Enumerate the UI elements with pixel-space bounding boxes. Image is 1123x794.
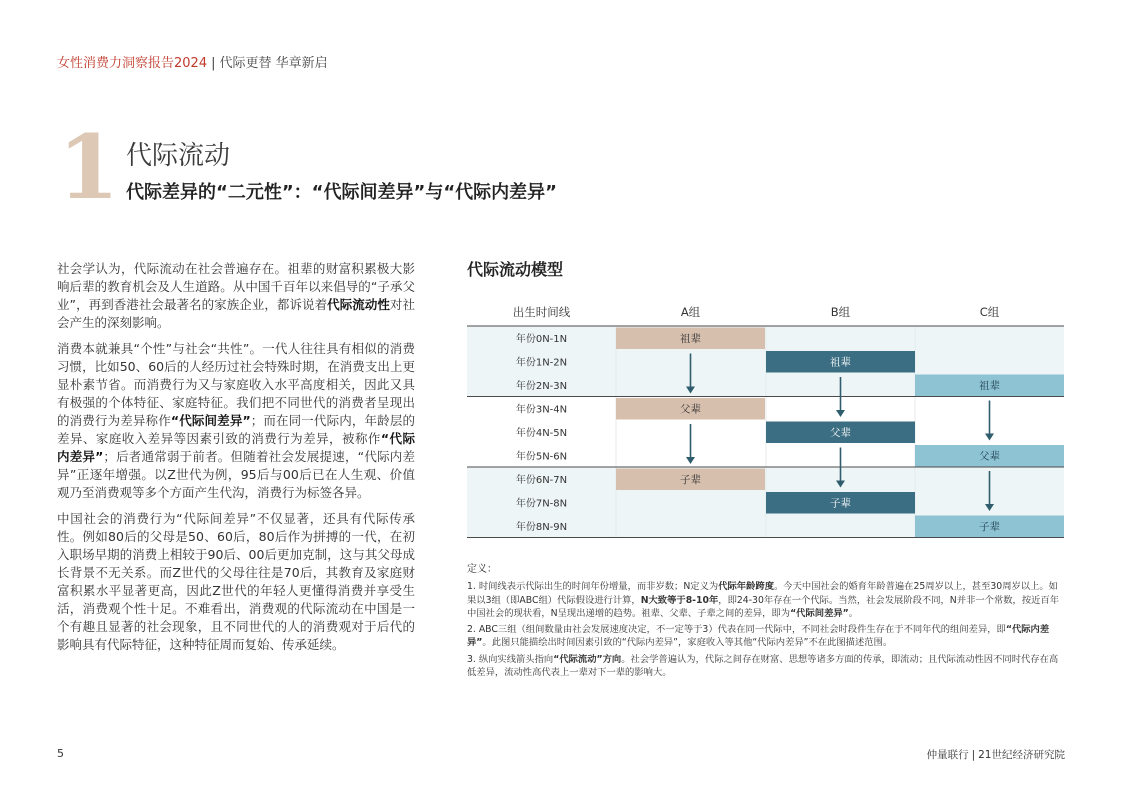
timeline-label: 年份1N-2N — [515, 357, 568, 369]
flow-arrowhead-3 — [836, 410, 845, 417]
d2-text-a: 2. ABC三组（组间数量由社会发展速度决定，不一定等于3）代表在同一代际中，不同社会时段件生存在于不同年代的组间差异，即 — [467, 624, 1006, 636]
footer-org-2: 21世纪经济研究院 — [978, 749, 1065, 761]
timeline-label: 年份7N-8N — [515, 498, 568, 510]
section-subtitle: 代际差异的“二元性”：“代际间差异”与“代际内差异” — [126, 182, 557, 203]
d1-bold-1: 代际年龄跨度 — [718, 581, 774, 593]
d1-text-b: 。今天中国社会的婚育年龄普遍在25周岁以上，甚至30周岁以上。如果以3组（即ABC组）代际假设进行计算， — [467, 581, 1058, 606]
flow-arrowhead-2 — [686, 457, 695, 464]
footer-orgs — [927, 747, 1065, 762]
p2-text-a: 消费本就兼具“个性”与社会“共性”。一代人往往具有相似的消费习惯，比如50、60后的人经历过社会特殊时期，在消费支出上更显朴素节省。而消费行为又与家庭收入水平高度相关，因此又具有极强的个体特征、家庭特征。我们把不同世代的消费者呈现出的消费行为差异称作 — [57, 341, 415, 428]
definitions-heading: 定义： — [467, 564, 497, 575]
timeline-label: 年份0N-1N — [515, 333, 568, 345]
column-header-1: A组 — [680, 305, 701, 319]
generation-flow-chart — [467, 301, 1067, 546]
column-header-3: C组 — [979, 305, 1000, 319]
paragraph-3: 中国社会的消费行为“代际间差异”不仅显著，还具有代际传承性。例如80后的父母是50、60后，80后作为拼搏的一代，在初入职场早期的消费上相较于90后、00后更加克制，这与其父母成长背景不无关系。而Z世代的父母往往是70后，其教育及家庭财富积累水平显著更高，因此Z世代的年轻人更懂得消费并享受生活，消费观个性十足。不难看出，消费观的代际流动在中国是一个有趣且显著的社会现象，且不同世代的人的消费观对于后代的影响具有代际特征，这种特征周而复始、传承延续。 — [57, 511, 415, 652]
timeline-label: 年份5N-6N — [515, 451, 568, 463]
definitions — [467, 563, 1067, 682]
footer-org-1: 仲量联行 — [926, 749, 969, 761]
d1-bold-2: N大致等于8-10年 — [640, 594, 719, 606]
definition-3 — [467, 653, 1067, 680]
p1-bold: 代际流动性 — [327, 297, 390, 312]
timeline-label: 年份4N-5N — [515, 427, 568, 439]
timeline-label: 年份3N-4N — [515, 404, 568, 416]
section-number: 1 — [58, 115, 120, 219]
d1-text-c: ，即24-30年存在一个代际。当然，社会发展阶段不同，N并非一个常数，按近百年中国社会的现状看，N呈现出递增的趋势。祖辈、父辈、子辈之间的差异，即为 — [467, 594, 1060, 619]
body-text — [57, 260, 415, 662]
d1-text-d: 。 — [848, 607, 859, 619]
d3-text-a: 3. 纵向实线箭头指向 — [467, 653, 554, 665]
section-title: 代际流动 — [126, 141, 231, 171]
page-number: 5 — [57, 747, 64, 760]
report-tagline: 代际更替 华章新启 — [219, 56, 328, 71]
definition-1 — [467, 580, 1067, 620]
paragraph-1 — [57, 260, 415, 332]
p1-text-a: 社会学认为，代际流动在社会普遍存在。祖辈的财富积累极大影响后辈的教育机会及人生道路。从中国千百年以来倡导的“子承父业”，再到香港社会最著名的家族企业，都诉说着 — [57, 261, 415, 312]
paragraph-2 — [57, 340, 415, 502]
cell-label-c: 父辈 — [979, 450, 1000, 463]
header-separator: | — [211, 56, 216, 71]
cell-label-b: 子辈 — [830, 497, 851, 510]
cell-label-b: 祖辈 — [830, 356, 851, 369]
cell-label-c: 祖辈 — [979, 379, 1000, 392]
d3-bold: “代际流动”方向 — [553, 653, 622, 665]
d1-text-a: 1. 时间线表示代际出生的时间年份增量，而非岁数；N定义为 — [467, 581, 719, 593]
column-header-0: 出生时间线 — [512, 305, 571, 319]
column-header-2: B组 — [830, 305, 851, 319]
definition-2 — [467, 623, 1067, 650]
cell-label-b: 父辈 — [830, 426, 851, 439]
flow-arrowhead-5 — [985, 434, 994, 441]
p2-text-c: ；后者通常弱于前者。但随着社会发展提速，“代际内差异”正逐年增强。以Z世代为例，95后与00后已在人生观、价值观乃至消费观等多个方面产生代沟，消费行为标签各异。 — [57, 449, 416, 500]
d1-bold-3: “代际间差异” — [790, 607, 849, 619]
d3-text-b: 。社会学普遍认为，代际之间存在财富、思想等诸多方面的传承，即流动；且代际流动性因不同时代存在高低差异，流动性高代表上一辈对下一辈的影响大。 — [467, 653, 1059, 679]
footer-separator: | — [971, 749, 976, 761]
timeline-label: 年份8N-9N — [515, 521, 568, 533]
cell-label-a: 子辈 — [680, 473, 701, 486]
d2-bold: “代际内差异” — [467, 624, 1050, 649]
cell-label-a: 父辈 — [680, 403, 701, 416]
p2-text-b: ；而在同一代际内，年龄层的差异、家庭收入差异等因素引致的消费行为差异，被称作 — [57, 413, 415, 446]
report-title: 女性消费力洞察报告2024 — [57, 56, 208, 71]
timeline-label: 年份6N-7N — [515, 474, 568, 486]
p1-text-b: 对社会产生的深刻影响。 — [57, 297, 415, 330]
p2-bold-1: “代际间差异” — [170, 413, 251, 428]
d2-text-b: 。此图只能描绘出时间因素引致的“代际内差异”，家庭收入等其他“代际内差异”不在此图描述范围。 — [482, 637, 893, 649]
model-title: 代际流动模型 — [467, 260, 564, 279]
report-header — [57, 56, 328, 72]
p2-bold-2: “代际内差异” — [57, 431, 415, 464]
cell-label-a: 祖辈 — [680, 332, 701, 345]
cell-label-c: 子辈 — [979, 520, 1000, 533]
timeline-label: 年份2N-3N — [515, 380, 568, 392]
